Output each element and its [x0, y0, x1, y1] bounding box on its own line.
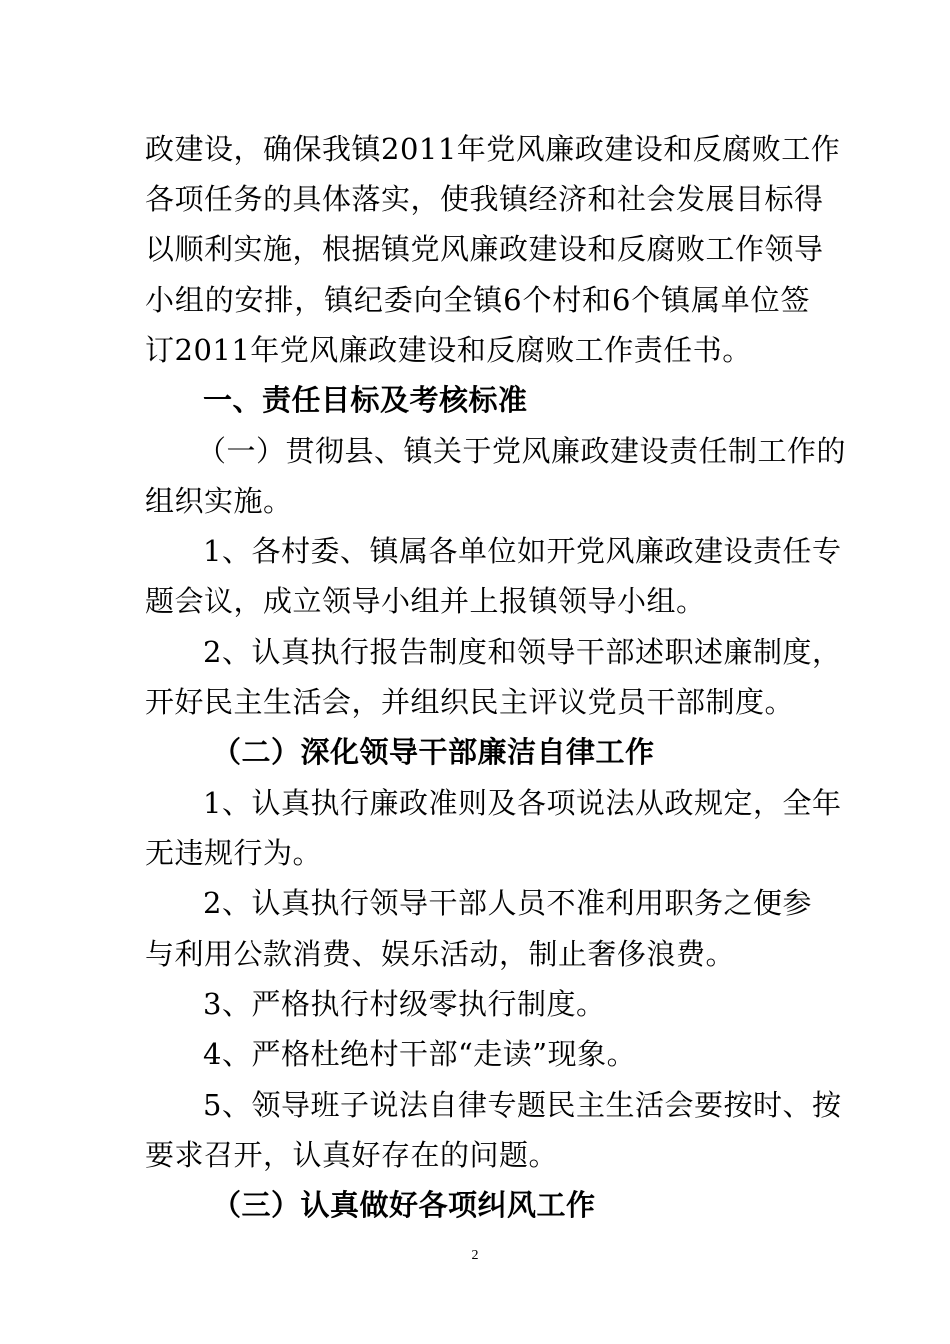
paragraph-line: 题会议，成立领导小组并上报镇领导小组。	[145, 584, 706, 618]
list-item: 3、严格执行村级零执行制度。	[203, 987, 606, 1021]
list-item: 4、严格杜绝村干部“走读”现象。	[203, 1037, 637, 1071]
paragraph-line: 要求召开，认真好存在的问题。	[145, 1138, 559, 1172]
list-item: 5、领导班子说法自律专题民主生活会要按时、按	[203, 1088, 842, 1122]
page-number: 2	[471, 1248, 479, 1263]
paragraph-line: 小组的安排，镇纪委向全镇6个村和6个镇属单位签	[145, 283, 810, 317]
paragraph-line: 无违规行为。	[145, 836, 323, 870]
subsection-heading: （二）深化领导干部廉洁自律工作	[212, 735, 655, 769]
subsection-heading: （三）认真做好各项纠风工作	[212, 1188, 596, 1222]
list-item: 2、认真执行领导干部人员不准利用职务之便参	[203, 886, 812, 920]
paragraph-line: （一）贯彻县、镇关于党风廉政建设责任制工作的	[197, 434, 847, 468]
paragraph-line: 各项任务的具体落实，使我镇经济和社会发展目标得	[145, 182, 824, 216]
paragraph-line: 开好民主生活会，并组织民主评议党员干部制度。	[145, 685, 795, 719]
list-item: 1、认真执行廉政准则及各项说法从政规定，全年	[203, 786, 842, 820]
paragraph-line: 订2011年党风廉政建设和反腐败工作责任书。	[145, 333, 752, 367]
section-heading: 一、责任目标及考核标准	[203, 383, 528, 417]
paragraph-line: 与利用公款消费、娱乐活动，制止奢侈浪费。	[145, 937, 736, 971]
paragraph-line: 组织实施。	[145, 484, 293, 518]
list-item: 2、认真执行报告制度和领导干部述职述廉制度，	[203, 635, 842, 669]
paragraph-line: 以顺利实施，根据镇党风廉政建设和反腐败工作领导	[145, 232, 824, 266]
paragraph-line: 政建设，确保我镇2011年党风廉政建设和反腐败工作	[145, 132, 841, 166]
list-item: 1、各村委、镇属各单位如开党风廉政建设责任专	[203, 534, 842, 568]
